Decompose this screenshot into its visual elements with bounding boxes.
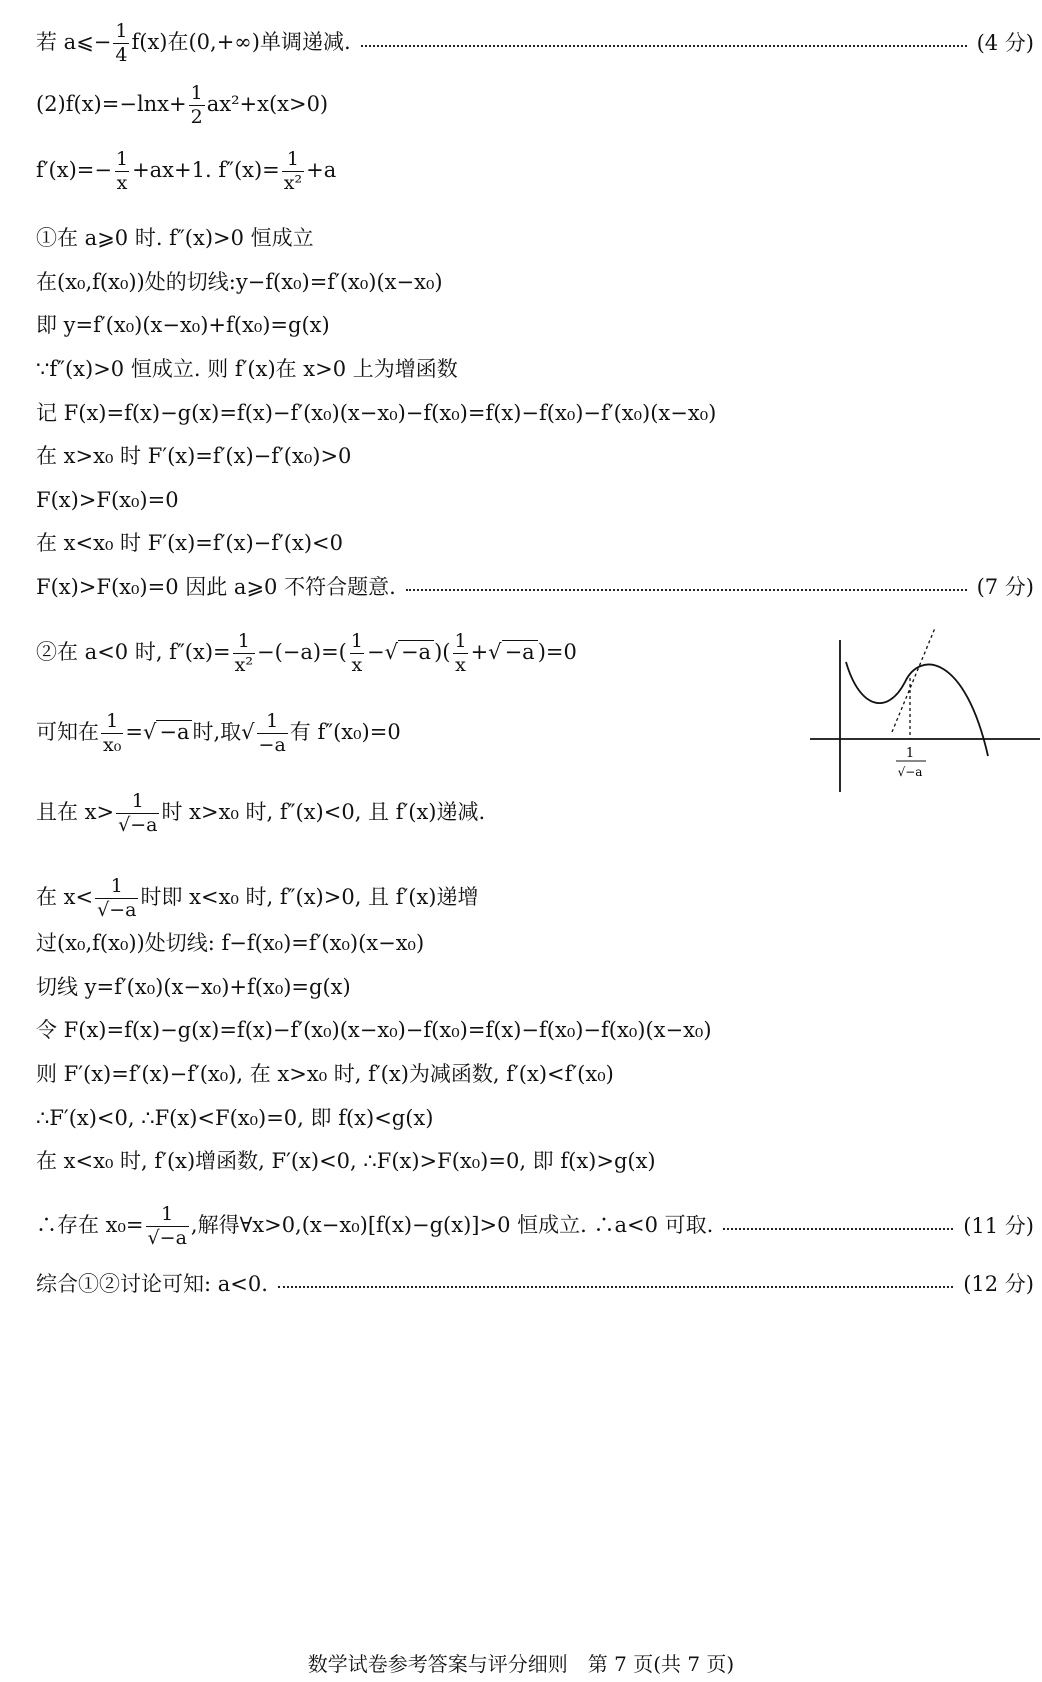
- line-7: ∵f″(x)>0 恒成立. 则 f′(x)在 x>0 上为增函数: [36, 357, 458, 381]
- fraction: $\frac{1}{x}$: [115, 148, 129, 194]
- sqrt-content: −a: [156, 720, 192, 743]
- tangent-line: [892, 628, 935, 732]
- line-6: 即 y=f′(x₀)(x−x₀)+f(x₀)=g(x): [36, 313, 330, 337]
- sqrt-content: −a: [502, 640, 538, 663]
- fraction: $\frac{1}{x}$: [350, 630, 363, 676]
- fraction: $\frac{1}{√-a}$: [97, 875, 137, 921]
- fraction: $\frac{1}{x}$: [454, 630, 467, 676]
- line-11: 在 x<x₀ 时 F′(x)=f′(x)−f′(x)<0: [36, 531, 343, 555]
- line-5: 在(x₀,f(x₀))处的切线:y−f(x₀)=f′(x₀)(x−x₀): [36, 270, 443, 294]
- curve: [846, 662, 988, 756]
- fraction: $\frac{1}{√-a}$: [147, 1203, 187, 1249]
- line-17: 过(x₀,f(x₀))处切线: f−f(x₀)=f′(x₀)(x−x₀): [36, 931, 425, 955]
- fraction: $\frac{1}{-a}$: [258, 710, 286, 756]
- fraction: $\frac{1}{√-a}$: [118, 790, 158, 836]
- line-8: 记 F(x)=f(x)−g(x)=f(x)−f′(x₀)(x−x₀)−f(x₀)=f(x)−f(x₀)−f′(x₀)(x−x₀): [36, 401, 717, 425]
- line-16: 在 x< $\frac{1}{√-a}$ 时即 x<x₀ 时, f″(x)>0, 且 f′(x)递增: [36, 875, 479, 921]
- leader-dots: [278, 1286, 953, 1288]
- fraction: $\frac{1}{\text{x²}}$: [283, 148, 303, 194]
- score-4: (4 分): [976, 31, 1034, 55]
- line-20: 则 F′(x)=f′(x)−f′(x₀), 在 x>x₀ 时, f′(x)为减函数, f′(x)<f′(x₀): [36, 1062, 614, 1086]
- line-2: (2)f(x)=−lnx+ $\frac{1}{2}$ ax²+x(x>0): [36, 82, 329, 128]
- line-3: f′(x)=− $\frac{1}{x}$ +ax+1. f″(x)= $\frac{1}{\text{x²}}$ +a: [36, 148, 337, 194]
- fraction: $\frac{1}{\text{x₀}}$: [103, 710, 122, 756]
- function-sketch-graph: [810, 620, 1040, 800]
- score-7: (7 分): [976, 575, 1034, 599]
- score-12: (12 分): [963, 1272, 1034, 1296]
- line-24: 综合①②讨论可知: a<0. (12 分): [36, 1272, 1034, 1296]
- line-22: 在 x<x₀ 时, f′(x)增函数, F′(x)<0, ∴F(x)>F(x₀)=0, 即 f(x)>g(x): [36, 1149, 656, 1173]
- line-9: 在 x>x₀ 时 F′(x)=f′(x)−f′(x₀)>0: [36, 444, 352, 468]
- tick-label-num: 1: [905, 746, 915, 761]
- leader-dots: [406, 589, 967, 591]
- tick-label-den: √−a: [897, 765, 923, 779]
- line-4: ①在 a⩾0 时. f″(x)>0 恒成立: [36, 226, 314, 250]
- line-19: 令 F(x)=f(x)−g(x)=f(x)−f′(x₀)(x−x₀)−f(x₀)=f(x)−f(x₀)−f(x₀)(x−x₀): [36, 1018, 712, 1042]
- line-1: 若 a⩽− $\frac{1}{4}$ f(x)在(0,+∞)单调递减. (4 分): [36, 20, 1034, 66]
- page-footer: 数学试卷参考答案与评分细则 第 7 页(共 7 页): [307, 1652, 735, 1676]
- line-21: ∴F′(x)<0, ∴F(x)<F(x₀)=0, 即 f(x)<g(x): [36, 1106, 434, 1130]
- line-18: 切线 y=f′(x₀)(x−x₀)+f(x₀)=g(x): [36, 975, 351, 999]
- leader-dots: [723, 1228, 953, 1230]
- line-13: ②在 a<0 时, f″(x)= $\frac{1}{\text{x²}}$ −(−a)=( $\frac{1}{x}$ −√ −a )( $\frac{1}{x}$ +√ −a )=0: [36, 630, 577, 676]
- line-10: F(x)>F(x₀)=0: [36, 488, 179, 512]
- fraction: $\frac{1}{4}$: [115, 20, 128, 66]
- line-12: F(x)>F(x₀)=0 因此 a⩾0 不符合题意. (7 分): [36, 575, 1034, 599]
- fraction: $\frac{1}{\text{x²}}$: [234, 630, 253, 676]
- line-15: 且在 x> $\frac{1}{√-a}$ 时 x>x₀ 时, f″(x)<0, 且 f′(x)递减.: [36, 790, 486, 836]
- score-11: (11 分): [963, 1214, 1034, 1238]
- line-14: 可知在 $\frac{1}{\text{x₀}}$ =√ −a 时,取√ $\frac{1}{-a}$ 有 f″(x₀)=0: [36, 710, 401, 756]
- line-23: ∴存在 x₀= $\frac{1}{√-a}$ ,解得∀x>0,(x−x₀)[f(x)−g(x)]>0 恒成立. ∴a<0 可取. (11 分): [36, 1203, 1034, 1249]
- fraction: $\frac{1}{2}$: [190, 82, 203, 128]
- leader-dots: [361, 45, 967, 47]
- sqrt-content: −a: [398, 640, 434, 663]
